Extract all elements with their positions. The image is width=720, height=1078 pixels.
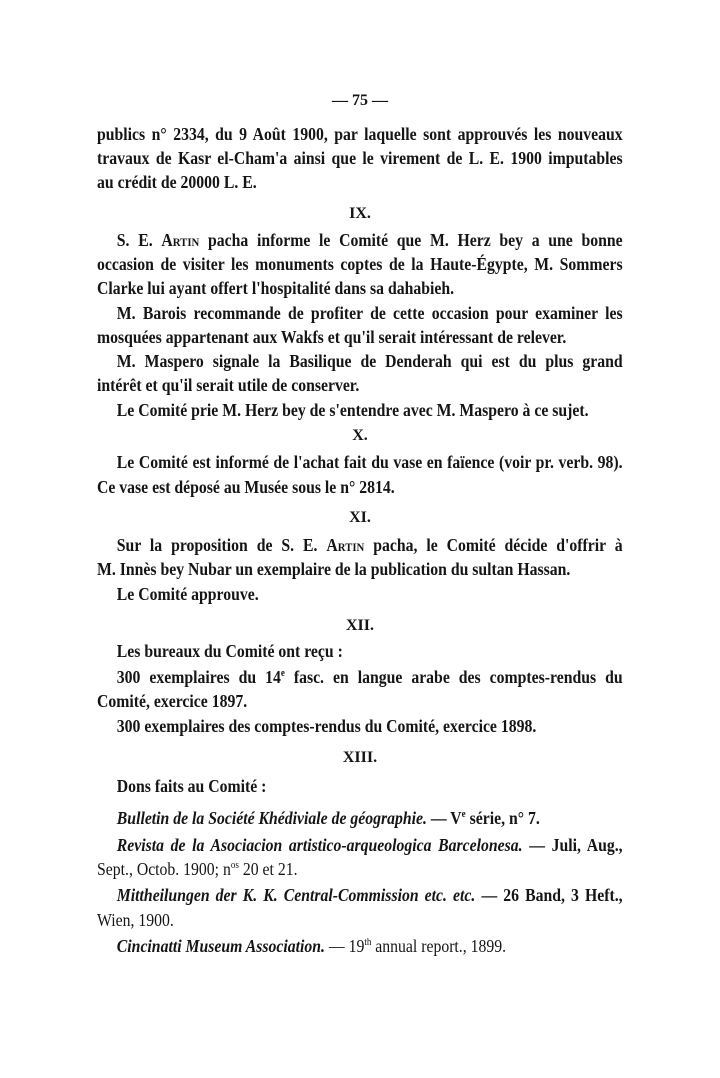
paragraph-line: Comité, exercice 1897. <box>97 691 248 711</box>
text: S. E. <box>116 230 153 250</box>
paragraph-line: 300 exemplaires des comptes-rendus du Comité, exercice 1898. <box>116 716 537 736</box>
publication-title: Revista de la Asociacion artistico-arqueologica Barcelonesa. <box>116 835 523 855</box>
text-line: publics n° 2334, du 9 Août 1900, par laquelle sont approuvés les nouveaux <box>97 124 623 144</box>
text: Sur la proposition de S. E. <box>116 535 318 555</box>
publication-title: Cincinatti Museum Association. <box>116 936 325 956</box>
paragraph-line <box>97 229 623 251</box>
paragraph-line: intérêt et qu'il serait utile de conserver. <box>97 375 360 395</box>
paragraph-line: Le Comité approuve. <box>116 584 259 604</box>
text <box>329 936 371 956</box>
text-line: travaux de Kasr el-Cham'a ainsi que le virement de L. E. 1900 imputables <box>97 148 623 168</box>
person-name: Artin <box>326 535 365 555</box>
paragraph-line: mosquées appartenant aux Wakfs et qu'il serait intéressant de relever. <box>97 327 567 347</box>
superscript: e <box>461 809 466 821</box>
text: — 26 Band, 3 Heft., <box>481 885 623 905</box>
text: — Juli, Aug., <box>529 835 623 855</box>
paragraph-line: Les bureaux du Comité ont reçu : <box>116 641 343 661</box>
text: 20 et 21. <box>242 859 298 879</box>
section-heading-xiii: XIII. <box>342 749 378 766</box>
person-name: Artin <box>161 230 200 250</box>
publication-title: Bulletin de la Société Khédiviale de géographie. <box>116 808 427 828</box>
paragraph-line <box>97 534 623 556</box>
text: Sept., Octob. 1900; n <box>97 859 231 879</box>
donation-item <box>97 884 623 906</box>
paragraph-line: Le Comité prie M. Herz bey de s'entendre avec M. Maspero à ce sujet. <box>116 400 589 420</box>
paragraph-line: Le Comité est informé de l'achat fait du vase en faïence (voir pr. verb. 98). <box>116 452 623 472</box>
paragraph-line: M. Innès bey Nubar un exemplaire de la publication du sultan Hassan. <box>97 559 571 579</box>
paragraph-line: M. Barois recommande de profiter de cette occasion pour examiner les <box>116 303 623 323</box>
text: annual report., 1899. <box>375 936 507 956</box>
donation-item <box>97 834 623 856</box>
donation-item <box>97 807 623 829</box>
text: série, n° 7. <box>469 808 540 828</box>
paragraph-line: Dons faits au Comité : <box>116 776 267 796</box>
section-heading-x: X. <box>352 427 368 444</box>
donation-item <box>97 935 623 957</box>
paragraph-line: Ce vase est déposé au Musée sous le n° 2814. <box>97 477 395 497</box>
text: pacha, le Comité décide d'offrir à <box>373 535 623 555</box>
section-heading-xi: XI. <box>349 509 371 526</box>
publication-title: Mittheilungen der K. K. Central-Commission etc. etc. <box>116 885 476 905</box>
paragraph-line <box>97 858 623 880</box>
paragraph-line: Clarke lui ayant offert l'hospitalité dans sa dahabieh. <box>97 278 455 298</box>
page-number: — 75 — <box>332 92 388 109</box>
paragraph-line: Wien, 1900. <box>97 910 174 930</box>
text-line: au crédit de 20000 L. E. <box>97 172 257 192</box>
paragraph-line: M. Maspero signale la Basilique de Denderah qui est du plus grand <box>116 351 623 371</box>
text: pacha informe le Comité que M. Herz bey a une bonne <box>208 230 623 250</box>
section-heading-ix: IX. <box>349 205 371 222</box>
text: fasc. en langue arabe des comptes-rendus du <box>293 667 623 687</box>
paragraph-line: occasion de visiter les monuments coptes de la Haute-Égypte, M. Sommers <box>97 254 623 274</box>
text <box>431 808 466 828</box>
text: — V <box>430 808 462 828</box>
superscript: os <box>230 860 239 872</box>
paragraph-line <box>97 666 623 688</box>
superscript: e <box>280 668 285 680</box>
text <box>117 667 285 687</box>
text: 300 exemplaires du 14 <box>116 667 281 687</box>
text: — 19 <box>328 936 365 956</box>
superscript: th <box>364 937 372 949</box>
section-heading-xii: XII. <box>345 617 374 634</box>
